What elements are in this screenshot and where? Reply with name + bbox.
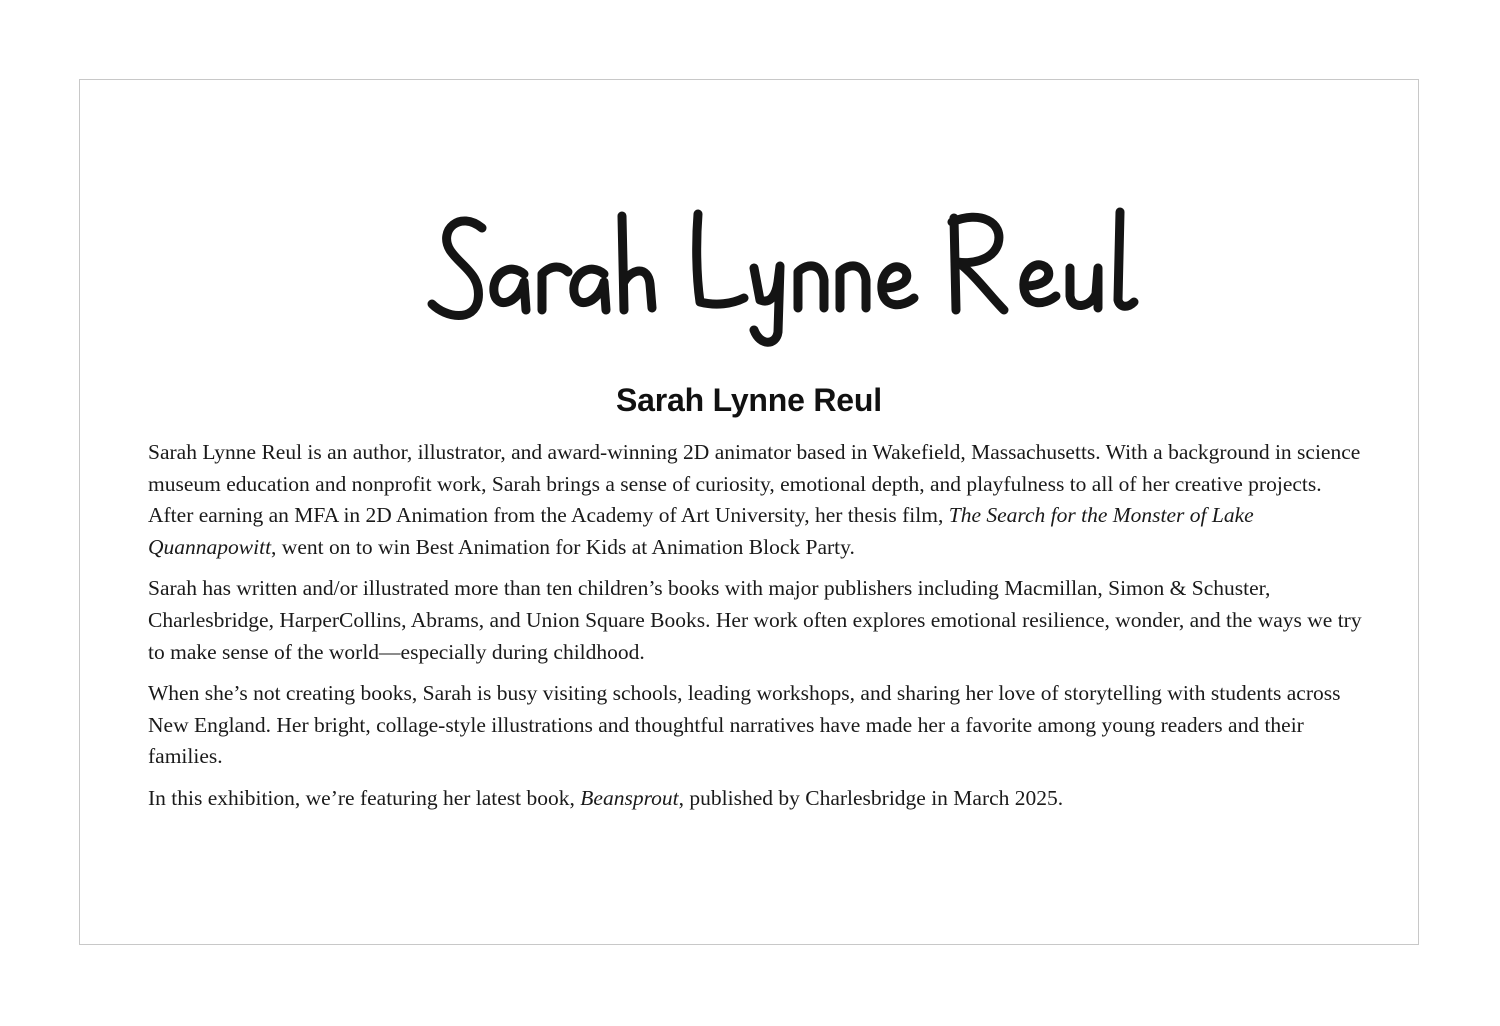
book-title: Beansprout bbox=[580, 785, 679, 810]
bio-paragraph-4-tail: , published by Charlesbridge in March 2025. bbox=[678, 785, 1064, 810]
bio-paragraph-1 bbox=[148, 437, 1363, 563]
bio-paragraph-3: When she’s not creating books, Sarah is busy visiting schools, leading workshops, and sharing her love of storytelling with students across New England. Her bright, collage-style illustrations and thoughtful narratives have made her a favorite among young readers and their families. bbox=[148, 681, 1341, 769]
thesis-film-title: The Search for the Monster of Lake Quannapowitt bbox=[148, 503, 1254, 559]
bio-panel bbox=[79, 79, 1419, 945]
bio-paragraph-4 bbox=[148, 783, 1363, 815]
bio-text bbox=[148, 437, 1363, 825]
signature-image bbox=[420, 200, 1140, 360]
handwritten-signature bbox=[420, 200, 1140, 360]
bio-paragraph-1-text: Sarah Lynne Reul is an author, illustrator, and award-winning 2D animator based in Wakefield, Massachusetts. With a background in science museum education and nonprofit work, Sarah brings a sense of curiosity, emotional depth, and playfulness to all of her creative projects. After earning an MFA in 2D Animation from the Academy of Art University, her thesis film, bbox=[148, 440, 1361, 528]
bio-paragraph-2: Sarah has written and/or illustrated more than ten children’s books with major publishers including Macmillan, Simon & Schuster, Charlesbridge, HarperCollins, Abrams, and Union Square Books. Her work often explores emotional resilience, wonder, and the ways we try to make sense of the world—especially during childhood. bbox=[148, 576, 1362, 664]
page-title: Sarah Lynne Reul bbox=[616, 382, 882, 418]
bio-paragraph-1-tail: , went on to win Best Animation for Kids at Animation Block Party. bbox=[271, 534, 855, 559]
bio-paragraph-4-text: In this exhibition, we’re featuring her latest book, bbox=[148, 785, 581, 810]
